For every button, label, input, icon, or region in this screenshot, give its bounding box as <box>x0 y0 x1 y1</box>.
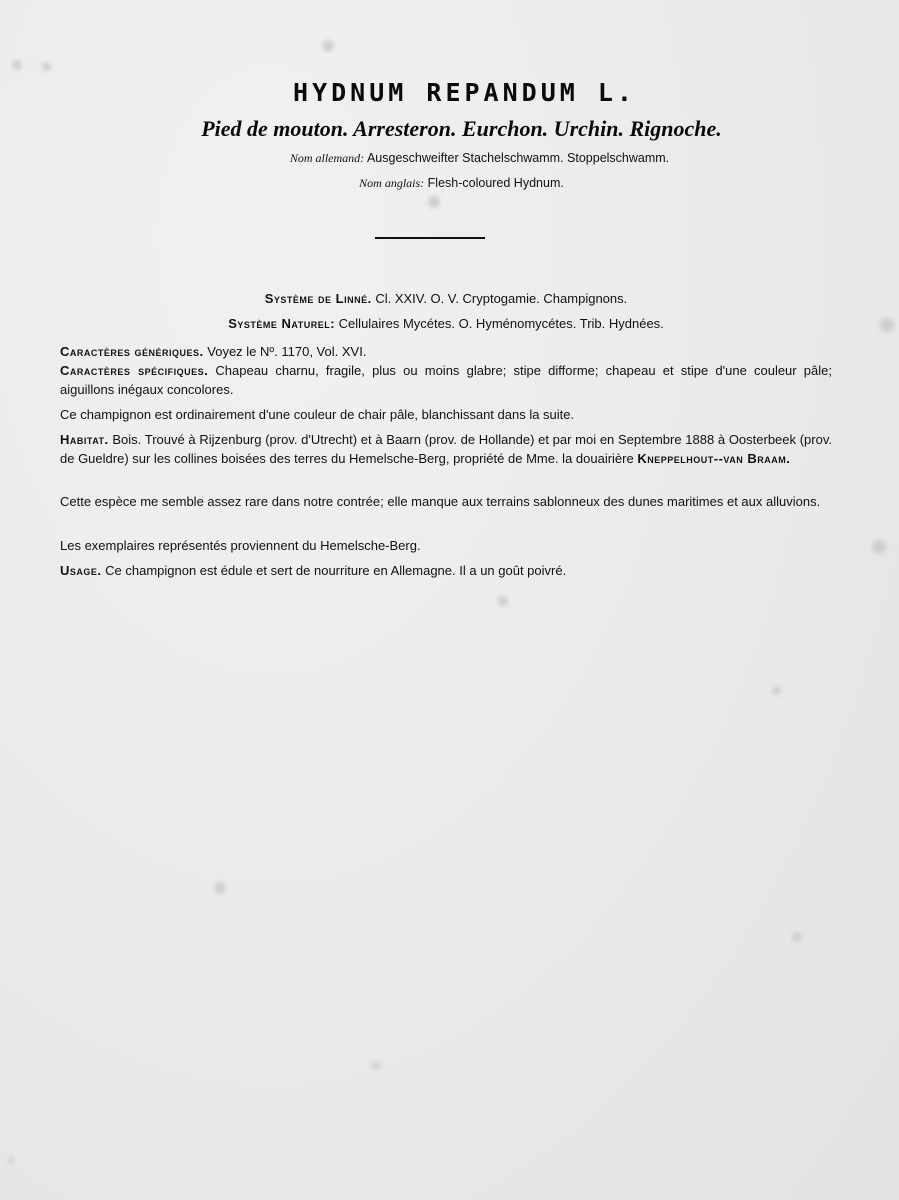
paper-speck <box>428 196 440 208</box>
species-title: HYDNUM REPANDUM L. <box>293 78 636 107</box>
natural-system <box>60 314 832 333</box>
habitat-text: Bois. Trouvé à Rijzenburg (prov. d'Utrecht) et à Baarn (prov. de Hollande) et par moi en Septembre 1888 à Oosterbeek (prov. de Gueldre) sur les collines boisées des terres du Hemelsche-Berg, propriété de Mme. la douairière <box>60 432 832 466</box>
german-name-value: Ausgeschweifter Stachelschwamm. Stoppelschwamm. <box>366 151 670 165</box>
naturel-label: Système Naturel: <box>228 316 336 331</box>
usage-label: Usage. <box>60 563 102 578</box>
paper-speck <box>42 62 51 71</box>
english-name-value: Flesh-coloured Hydnum. <box>427 176 564 190</box>
linne-label: Système de Linné. <box>264 291 372 306</box>
paper-speck <box>12 60 22 70</box>
linne-system <box>60 289 832 308</box>
habitat-paragraph <box>60 430 832 468</box>
color-paragraph <box>60 405 832 424</box>
paper-speck <box>8 1158 14 1164</box>
german-name-label: Nom allemand: <box>289 151 365 165</box>
rarity-paragraph <box>60 492 832 511</box>
specimens-text: Les exemplaires représentés proviennent du Hemelsche-Berg. <box>60 538 421 553</box>
generic-characters <box>60 342 832 361</box>
section-divider <box>375 237 485 239</box>
usage-text: Ce champignon est édule et sert de nourriture en Allemagne. Il a un goût poivré. <box>105 563 567 578</box>
paper-speck <box>322 40 334 52</box>
specific-label: Caractères spécifiques. <box>60 363 209 378</box>
paper-speck <box>498 596 508 606</box>
specific-text: Chapeau charnu, fragile, plus ou moins glabre; stipe difforme; chapeau et stipe d'une couleur pâle; aiguillons inégaux concolores. <box>60 363 832 397</box>
english-name-line <box>0 176 899 191</box>
rarity-text: Cette espèce me semble assez rare dans notre contrée; elle manque aux terrains sablonneux des dunes maritimes et aux alluvions. <box>60 494 821 509</box>
paper-speck <box>880 318 894 332</box>
paper-speck <box>772 686 781 695</box>
common-names: Pied de mouton. Arresteron. Eurchon. Urchin. Rignoche. <box>201 116 722 141</box>
generic-label: Caractères génériques. <box>60 344 204 359</box>
paper-speck <box>792 932 802 942</box>
paper-speck <box>214 882 226 894</box>
paper-speck <box>372 1062 380 1070</box>
linne-text: Cl. XXIV. O. V. Cryptogamie. Champignons. <box>375 291 628 306</box>
specific-characters <box>60 361 832 399</box>
naturel-text: Cellulaires Mycétes. O. Hyménomycétes. Trib. Hydnées. <box>338 316 664 331</box>
usage-paragraph <box>60 561 832 580</box>
english-name-label: Nom anglais: <box>359 176 425 190</box>
owner-name: Kneppelhout--van Braam. <box>637 451 791 466</box>
color-text: Ce champignon est ordinairement d'une couleur de chair pâle, blanchissant dans la suite. <box>60 407 575 422</box>
habitat-label: Habitat. <box>60 432 109 447</box>
specimens-paragraph <box>60 536 832 555</box>
german-name-line <box>0 151 899 166</box>
generic-text: Voyez le Nº. 1170, Vol. XVI. <box>207 344 367 359</box>
paper-speck <box>872 540 886 554</box>
